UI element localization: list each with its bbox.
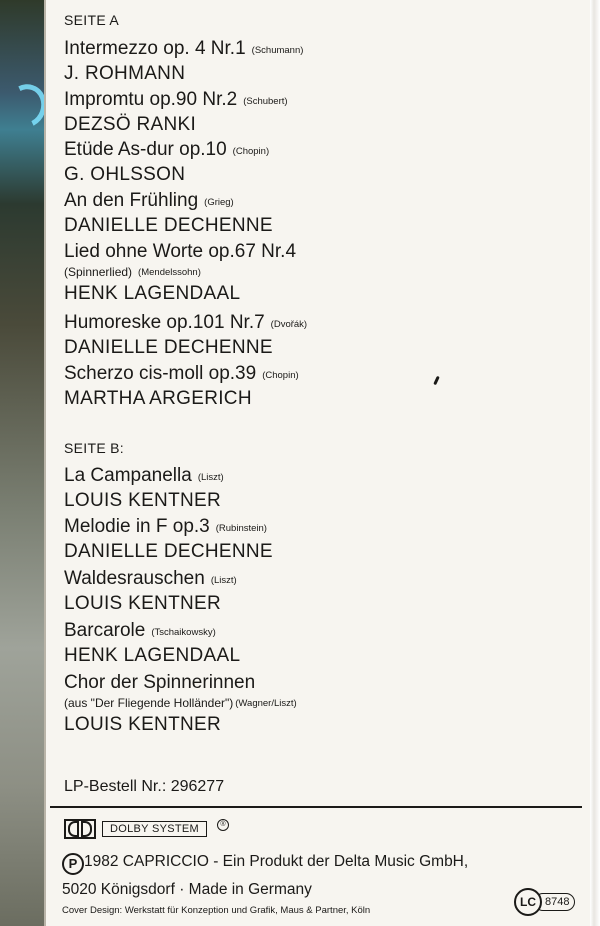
order-number: LP-Bestell Nr.: 296277: [64, 778, 225, 795]
track-artist: LOUIS KENTNER: [64, 593, 221, 614]
track-b2: [64, 516, 273, 564]
track-b5: [64, 672, 297, 737]
track-title: An den Frühling: [64, 190, 199, 211]
track-artist: DEZSÖ RANKI: [64, 114, 197, 135]
track-list-card: [44, 0, 592, 926]
track-composer: (Chopin): [262, 370, 299, 381]
side-a-heading: SEITE A: [64, 12, 120, 28]
track-composer: (Rubinstein): [215, 523, 267, 534]
track-composer: (Tschaikowsky): [151, 627, 216, 638]
track-subtitle: (aus "Der Fliegende Holländer"): [64, 696, 234, 710]
phonogram-icon: P: [62, 853, 84, 875]
track-title: Barcarole: [64, 620, 146, 641]
track-composer: (Liszt): [210, 575, 237, 586]
track-a6: [64, 312, 307, 360]
track-artist: DANIELLE DECHENNE: [64, 541, 273, 562]
track-title: La Campanella: [64, 465, 192, 486]
track-b4: [64, 620, 240, 668]
label-code-number: 8748: [534, 893, 575, 911]
track-artist: G. OHLSSON: [64, 164, 186, 185]
track-artist: HENK LAGENDAAL: [64, 645, 241, 666]
copyright-line-1: 1982 CAPRICCIO - Ein Produkt der Delta Music GmbH,: [84, 853, 469, 870]
dolby-row: [64, 818, 229, 840]
track-title: Humoreske op.101 Nr.7: [64, 312, 265, 333]
track-a1: [64, 38, 303, 86]
track-title: Chor der Spinnerinnen: [64, 672, 256, 693]
track-title: Melodie in F op.3: [64, 516, 210, 537]
copyright-line-2: 5020 Königsdorf · Made in Germany: [62, 881, 312, 898]
track-composer: (Liszt): [197, 472, 224, 483]
track-b1: [64, 465, 224, 513]
track-composer: (Grieg): [204, 197, 234, 208]
track-composer: (Wagner/Liszt): [235, 698, 297, 709]
track-title: Scherzo cis-moll op.39: [64, 363, 257, 384]
divider-line: [50, 806, 582, 808]
copyright-block: [62, 848, 468, 904]
print-speck: [433, 376, 440, 385]
track-title: Waldesrauschen: [64, 568, 205, 589]
track-title: Lied ohne Worte op.67 Nr.4: [64, 241, 297, 262]
card-edge: [590, 0, 600, 926]
track-subtitle: (Spinnerlied): [64, 265, 133, 279]
track-artist: HENK LAGENDAAL: [64, 283, 241, 304]
track-artist: MARTHA ARGERICH: [64, 388, 252, 409]
dolby-system-label: DOLBY SYSTEM: [102, 821, 207, 837]
track-composer: (Dvořák): [270, 319, 308, 330]
track-artist: J. ROHMANN: [64, 63, 186, 84]
track-a3: [64, 139, 269, 187]
track-title: Etüde As-dur op.10: [64, 139, 227, 160]
side-b-heading: SEITE B:: [64, 440, 124, 456]
track-title: Impromtu op.90 Nr.2: [64, 89, 238, 110]
track-artist: LOUIS KENTNER: [64, 490, 221, 511]
track-artist: DANIELLE DECHENNE: [64, 215, 273, 236]
track-title: Intermezzo op. 4 Nr.1: [64, 38, 246, 59]
track-composer: (Schumann): [251, 45, 304, 56]
label-code-icon: LC: [514, 888, 542, 916]
track-artist: DANIELLE DECHENNE: [64, 337, 273, 358]
track-artist: LOUIS KENTNER: [64, 714, 221, 735]
cover-design-credit: Cover Design: Werkstatt für Konzeption und Grafik, Maus & Partner, Köln: [62, 905, 371, 916]
registered-mark: ®: [217, 819, 229, 831]
track-a5: [64, 241, 296, 306]
label-code: [514, 888, 575, 916]
track-composer: (Mendelssohn): [138, 267, 201, 278]
track-composer: (Chopin): [232, 146, 270, 157]
track-a2: [64, 89, 288, 137]
track-b3: [64, 568, 237, 616]
cover-art-strip: [0, 0, 44, 926]
track-composer: (Schubert): [243, 96, 288, 107]
track-a7: [64, 363, 299, 411]
dolby-logo-icon: [64, 819, 96, 839]
track-a4: [64, 190, 273, 238]
